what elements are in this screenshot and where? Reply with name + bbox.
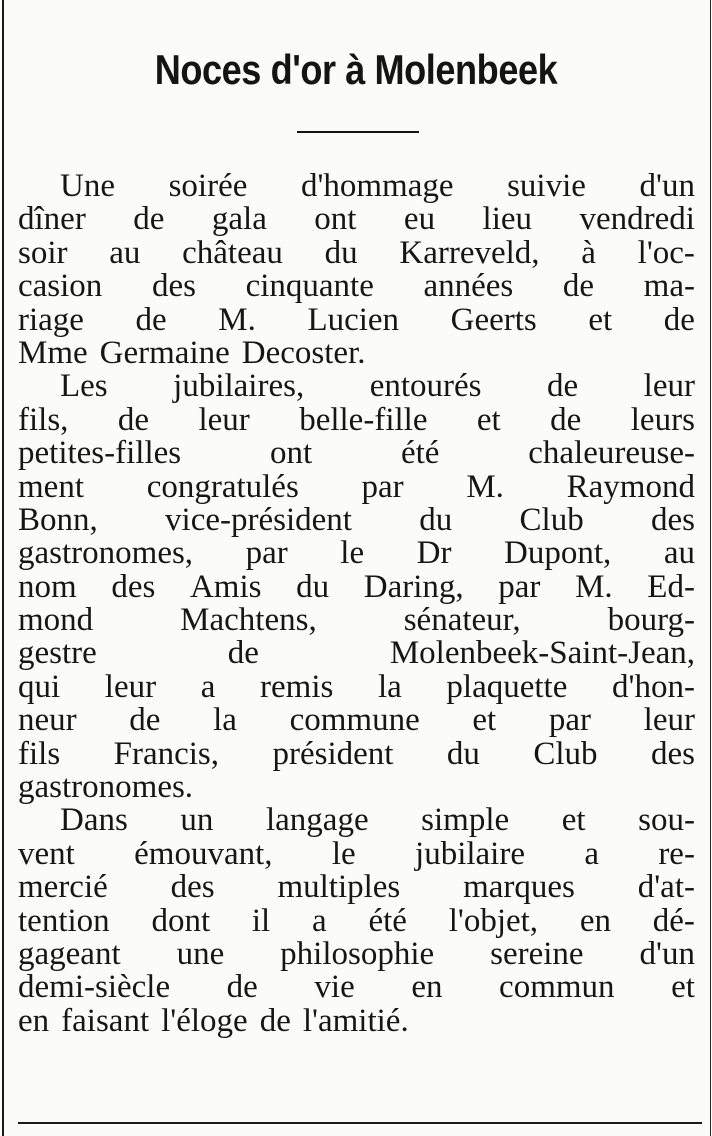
left-column-rule	[2, 0, 4, 1136]
text-line: ment congratulés par M. Raymond	[18, 468, 695, 505]
text-line: Une soirée d'hommage suivie d'un	[60, 168, 695, 204]
text-line: fils Francis, président du Club des	[18, 735, 695, 772]
text-line: Bonn, vice-président du Club des	[18, 501, 695, 538]
text-line: petites-filles ont été chaleureuse-	[18, 435, 695, 472]
text-line: mercié des multiples marques d'at-	[18, 869, 695, 906]
text-line: vent émouvant, le jubilaire a re-	[18, 835, 695, 872]
text-line: en faisant l'éloge de l'amitié.	[18, 1002, 409, 1039]
text-line: soir au château du Karreveld, à l'oc-	[18, 234, 695, 271]
text-line: Dans un langage simple et sou-	[60, 802, 695, 839]
text-line: tention dont il a été l'objet, en dé-	[18, 902, 695, 939]
text-line: nom des Amis du Daring, par M. Ed-	[18, 568, 695, 605]
article-body	[18, 170, 695, 1038]
right-column-rule	[710, 0, 711, 1136]
text-line: mond Machtens, sénateur, bourg-	[18, 602, 695, 639]
text-line: gageant une philosophie sereine d'un	[18, 935, 695, 972]
text-line: casion des cinquante années de ma-	[18, 268, 695, 305]
headline-divider	[297, 131, 419, 133]
text-line: Mme Germaine Decoster.	[18, 334, 366, 371]
text-line: qui leur a remis la plaquette d'hon-	[18, 668, 695, 705]
text-line: riage de M. Lucien Geerts et de	[18, 301, 695, 338]
text-line: dîner de gala ont eu lieu vendredi	[18, 201, 695, 238]
text-line: fils, de leur belle-fille et de leurs	[18, 401, 695, 438]
text-line: Les jubilaires, entourés de leur	[60, 368, 695, 405]
article-headline: Noces d'or à Molenbeek	[154, 46, 558, 93]
text-line: gastronomes.	[18, 769, 194, 806]
text-line: neur de la commune et par leur	[18, 702, 695, 739]
bottom-rule	[18, 1122, 702, 1124]
text-line: demi-siècle de vie en commun et	[18, 969, 695, 1006]
text-line: gastronomes, par le Dr Dupont, au	[18, 535, 695, 572]
text-line: gestre de Molenbeek-Saint-Jean,	[18, 635, 695, 672]
